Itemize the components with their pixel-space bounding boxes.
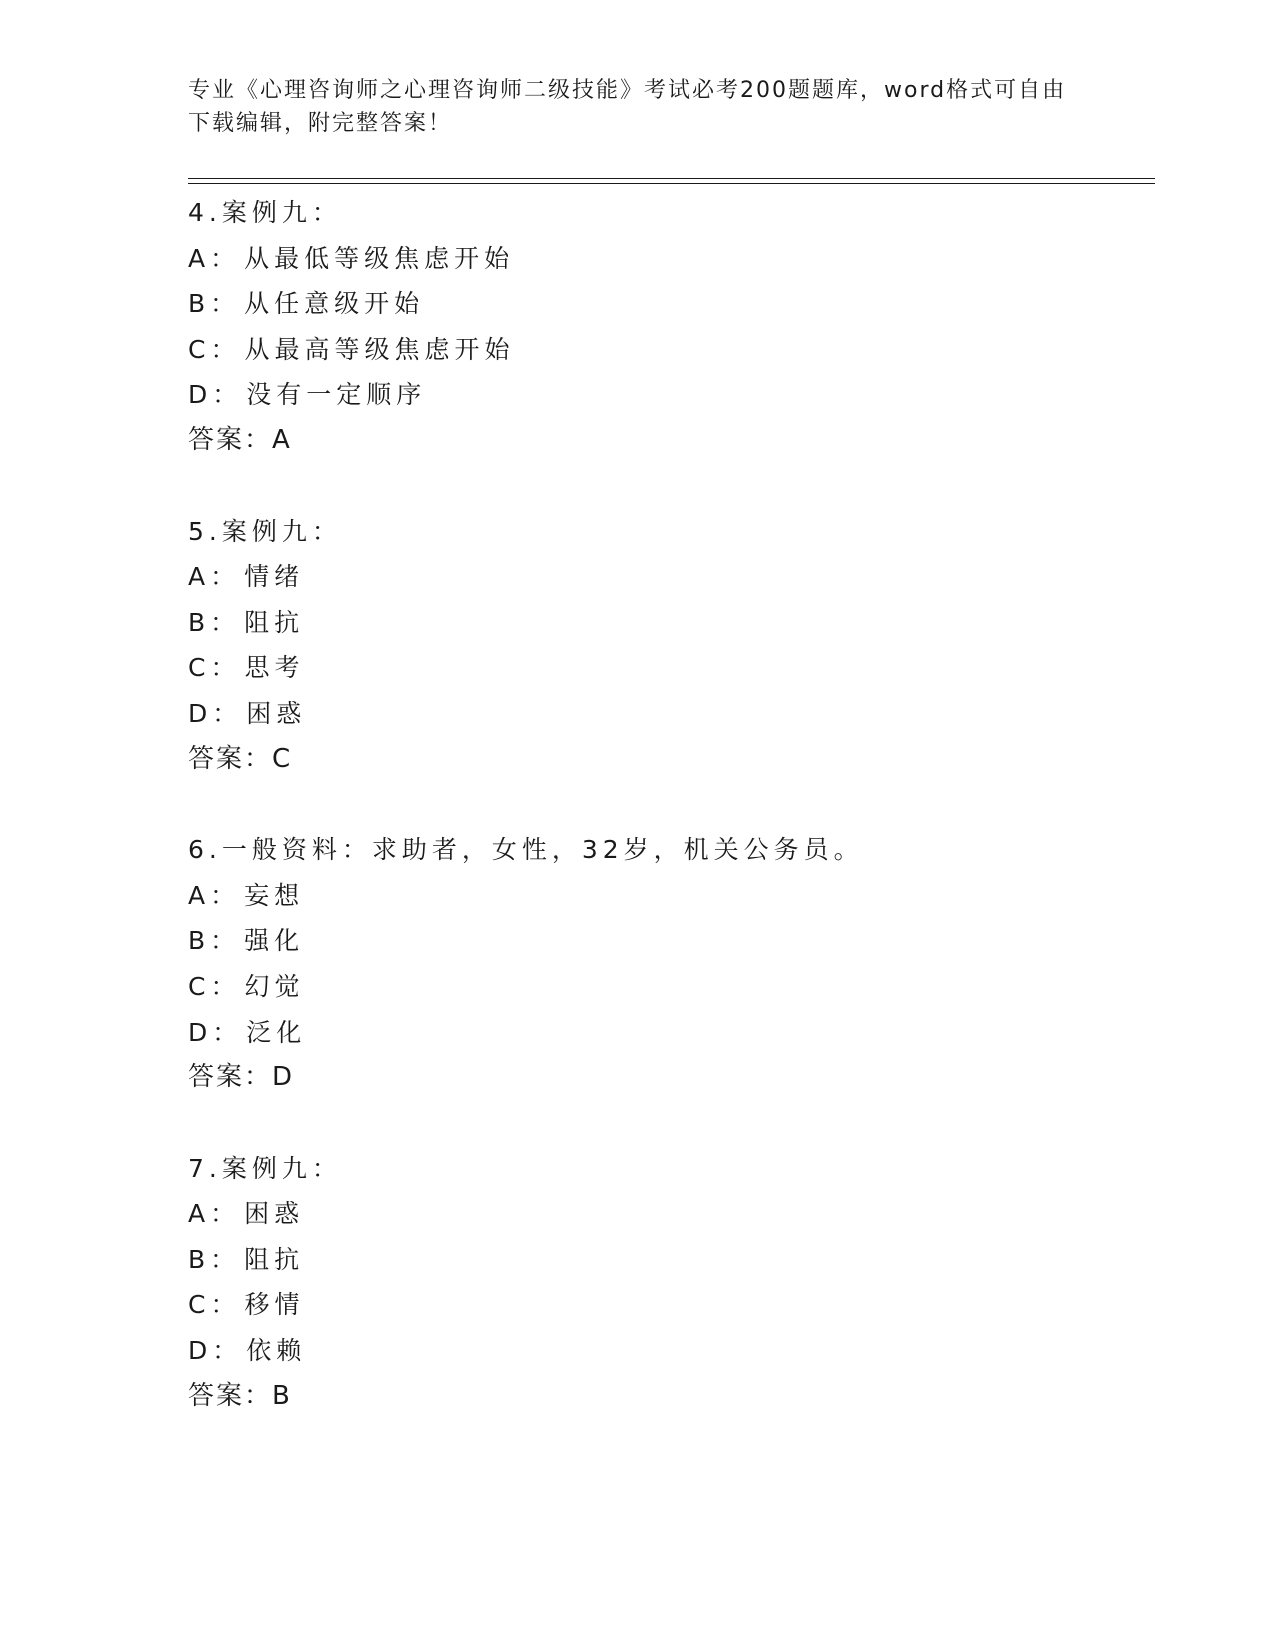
option-b (188, 918, 1148, 964)
option-c (188, 327, 1148, 373)
option-text: 依赖 (246, 1336, 307, 1366)
option-a (188, 554, 1148, 600)
option-label: C： (188, 334, 241, 364)
option-label: B： (188, 289, 241, 319)
header-divider-bottom (188, 183, 1155, 184)
option-text: 从任意级开始 (244, 289, 425, 319)
option-b (188, 281, 1148, 327)
option-label: A： (188, 562, 241, 592)
option-text: 泛化 (246, 1017, 307, 1047)
option-text: 困惑 (244, 1199, 305, 1229)
option-d (188, 1010, 1148, 1056)
option-label: C： (188, 1290, 241, 1320)
answer: 答案：D (188, 1062, 295, 1093)
option-label: A： (188, 880, 241, 910)
option-label: D： (188, 380, 243, 410)
option-b (188, 1237, 1148, 1283)
option-a (188, 873, 1148, 919)
option-c (188, 645, 1148, 691)
question-6 (188, 827, 1148, 1101)
option-c (188, 964, 1148, 1010)
answer: 答案：B (188, 1380, 292, 1411)
option-b (188, 600, 1148, 646)
question-4 (188, 190, 1148, 464)
question-stem: 7.案例九： (188, 1153, 342, 1183)
option-text: 移情 (244, 1290, 305, 1320)
option-label: D： (188, 1336, 243, 1366)
option-text: 思考 (244, 653, 305, 683)
option-label: A： (188, 1199, 241, 1229)
option-text: 强化 (244, 926, 305, 956)
document-intro: 专业《心理咨询师之心理咨询师二级技能》考试必考200题题库，word格式可自由下载编辑，附完整答案！ (188, 78, 1067, 136)
option-text: 困惑 (246, 698, 307, 728)
option-a (188, 236, 1148, 282)
option-label: D： (188, 698, 243, 728)
option-d (188, 691, 1148, 737)
question-stem: 4.案例九： (188, 198, 342, 227)
option-text: 幻觉 (244, 971, 305, 1001)
option-label: B： (188, 607, 241, 637)
option-label: C： (188, 653, 241, 683)
option-label: B： (188, 926, 241, 956)
answer: 答案：C (188, 743, 293, 774)
question-5 (188, 509, 1148, 783)
option-text: 从最高等级焦虑开始 (244, 334, 515, 364)
question-7 (188, 1146, 1148, 1420)
header-divider-top (188, 178, 1155, 179)
option-text: 从最低等级焦虑开始 (244, 243, 515, 273)
option-text: 情绪 (244, 562, 305, 592)
option-text: 没有一定顺序 (246, 380, 427, 410)
question-list (188, 190, 1148, 1464)
option-text: 妄想 (244, 880, 305, 910)
option-label: D： (188, 1017, 243, 1047)
option-label: A： (188, 243, 241, 273)
option-label: C： (188, 971, 241, 1001)
option-d (188, 372, 1148, 418)
answer: 答案：A (188, 424, 292, 455)
option-d (188, 1328, 1148, 1374)
question-stem: 5.案例九： (188, 516, 342, 546)
option-text: 阻抗 (244, 607, 305, 637)
option-a (188, 1191, 1148, 1237)
question-stem: 6.一般资料：求助者，女性，32岁，机关公务员。 (188, 835, 864, 865)
option-text: 阻抗 (244, 1244, 305, 1274)
option-label: B： (188, 1244, 241, 1274)
option-c (188, 1282, 1148, 1328)
